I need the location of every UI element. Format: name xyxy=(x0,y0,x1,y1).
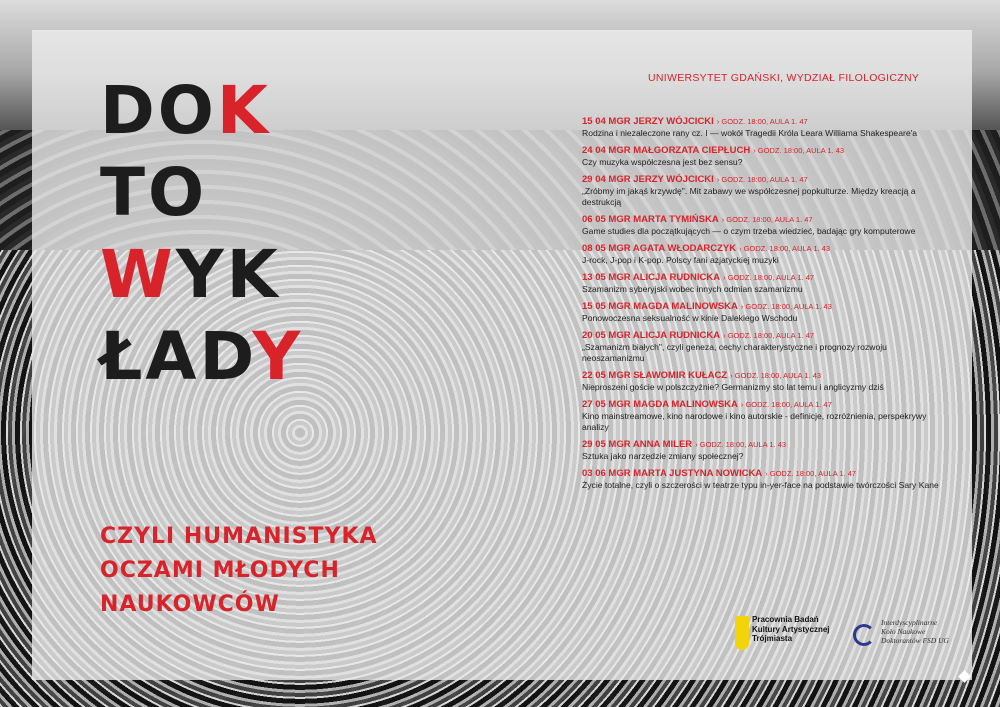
event-header xyxy=(582,439,950,451)
university-name: UNIWERSYTET GDAŃSKI, WYDZIAŁ FILOLOGICZNY xyxy=(648,72,920,84)
logo-text-line: Doktorantów FSD UG xyxy=(881,636,949,645)
event-title: Nieproszeni goście w polszczyźnie? Germanizmy sto lat temu i anglicyzmy dziś xyxy=(582,382,884,392)
event-date-speaker: 27 05 MGR MAGDA MALINOWSKA xyxy=(582,399,738,410)
event-item xyxy=(582,370,950,393)
title-line-2 xyxy=(100,152,303,234)
event-time-room: › GODZ. 18:00, AULA 1. 43 xyxy=(753,146,845,155)
ring-icon xyxy=(853,624,875,646)
event-title: Rodzina i niezaleczone rany cz. I — wokół Tragedii Króla Leara Williama Shakespeare'a xyxy=(582,128,918,138)
title-line-1 xyxy=(100,70,303,152)
poster-subtitle xyxy=(100,520,378,622)
event-header xyxy=(582,243,950,255)
subtitle-line: OCZAMI MŁODYCH xyxy=(100,558,340,583)
event-item xyxy=(582,214,950,237)
logo-text-line: Koło Naukowe xyxy=(881,627,926,636)
event-title: „Szamanizm białych", czyli geneza, cechy charakterystyczne i prognozy rozwoju neoszamanizmu xyxy=(582,342,887,363)
title-accent: Y xyxy=(252,318,304,395)
event-date-speaker: 06 05 MGR MARTA TYMIŃSKA xyxy=(582,214,719,225)
title-text: DO xyxy=(100,72,217,149)
title-text: TO xyxy=(100,154,208,231)
event-time-room: › GODZ. 18:00, AULA 1. 47 xyxy=(721,215,813,224)
event-header xyxy=(582,399,950,411)
event-header xyxy=(582,330,950,342)
event-date-speaker: 03 06 MGR MARTA JUSTYNA NOWICKA xyxy=(582,468,763,479)
event-header xyxy=(582,116,950,128)
event-header xyxy=(582,301,950,313)
event-item xyxy=(582,174,950,208)
event-schedule xyxy=(582,116,950,497)
event-title: Sztuka jako narzędzie zmiany społecznej? xyxy=(582,451,744,461)
logos xyxy=(735,612,965,664)
event-header xyxy=(582,370,950,382)
event-title: Game studies dla początkujących — o czym trzeba wiedzieć, badając gry komputerowe xyxy=(582,226,916,236)
event-time-room: › GODZ. 18:00, AULA 1. 43 xyxy=(695,440,787,449)
event-item xyxy=(582,399,950,433)
pracownia-logo xyxy=(735,612,845,664)
kolo-logo-text xyxy=(881,618,949,645)
event-header xyxy=(582,468,950,480)
event-item xyxy=(582,116,950,139)
event-title: Kino mainstreamowe, kino narodowe i kino autorskie - definicje, rozróżnienia, perspekrywy analizy xyxy=(582,411,927,432)
event-time-room: › GODZ. 18:00, AULA 1. 47 xyxy=(740,400,832,409)
event-date-speaker: 29 05 MGR ANNA MILER xyxy=(582,439,693,450)
event-item xyxy=(582,468,950,491)
event-date-speaker: 08 05 MGR AGATA WŁODARCZYK xyxy=(582,243,737,254)
event-date-speaker: 22 05 MGR SŁAWOMIR KUŁACZ xyxy=(582,370,728,381)
event-date-speaker: 29 04 MGR JERZY WÓJCICKI xyxy=(582,174,714,185)
event-time-room: › GODZ. 18:00, AULA 1. 43 xyxy=(730,371,822,380)
event-time-room: › GODZ. 18:00, AULA 1. 47 xyxy=(716,175,808,184)
event-title: Ponowoczesna seksualność w kinie Dalekiego Wschodu xyxy=(582,313,798,323)
event-item xyxy=(582,243,950,266)
event-time-room: › GODZ. 18:00, AULA 1. 43 xyxy=(740,302,832,311)
event-date-speaker: 13 05 MGR ALICJA RUDNICKA xyxy=(582,272,721,283)
event-date-speaker: 15 04 MGR JERZY WÓJCICKI xyxy=(582,116,714,127)
event-time-room: › GODZ. 18:00, AULA 1. 47 xyxy=(765,469,857,478)
logo-text-line: Kultury Artystycznej xyxy=(752,624,830,634)
title-text: YK xyxy=(175,236,281,313)
event-time-room: › GODZ. 18:00, AULA 1. 47 xyxy=(723,331,815,340)
poster-title xyxy=(100,70,303,398)
event-header xyxy=(582,174,950,186)
event-item xyxy=(582,301,950,324)
pracownia-logo-text xyxy=(752,615,830,644)
title-accent: W xyxy=(100,236,176,313)
event-item xyxy=(582,330,950,364)
event-time-room: › GODZ. 18:00, AULA 1. 47 xyxy=(716,117,808,126)
event-date-speaker: 15 05 MGR MAGDA MALINOWSKA xyxy=(582,301,738,312)
logo-text-line: Interdyscyplinarne xyxy=(881,618,938,627)
event-title: Życie totalne, czyli o szczerości w teatrze typu in-yer-face na podstawie twórczości Sary Kane xyxy=(582,480,939,490)
event-title: J-rock, J-pop i K-pop. Polscy fani azjatyckiej muzyki xyxy=(582,255,779,265)
event-date-speaker: 24 04 MGR MAŁGORZATA CIEPŁUCH xyxy=(582,145,751,156)
event-header xyxy=(582,214,950,226)
event-item xyxy=(582,145,950,168)
event-title: Czy muzyka współczesna jest bez sensu? xyxy=(582,157,743,167)
title-line-3 xyxy=(100,234,303,316)
subtitle-line: CZYLI HUMANISTYKA xyxy=(100,524,378,549)
event-date-speaker: 20 05 MGR ALICJA RUDNICKA xyxy=(582,330,721,341)
event-header xyxy=(582,145,950,157)
subtitle-line: NAUKOWCÓW xyxy=(100,592,280,617)
title-line-4 xyxy=(100,316,303,398)
event-time-room: › GODZ. 18:00, AULA 1. 47 xyxy=(723,273,815,282)
event-time-room: › GODZ. 18:00, AULA 1. 43 xyxy=(739,244,831,253)
kolo-naukowe-logo xyxy=(853,614,965,664)
logo-text-line: Trójmiasta xyxy=(752,634,793,643)
event-title: Szamanizm syberyjski wobec innych odmian szamanizmu xyxy=(582,284,803,294)
title-accent: K xyxy=(216,72,272,149)
event-item xyxy=(582,272,950,295)
event-header xyxy=(582,272,950,284)
title-text: ŁAD xyxy=(100,318,253,395)
logo-text-line: Pracownia Badań xyxy=(752,615,819,624)
event-title: „Zróbmy im jakąś krzywdę". Mit zabawy we współczesnej popkulturze. Między kreacją a destrukcją xyxy=(582,186,916,207)
yellow-mark-icon xyxy=(735,616,749,650)
event-item xyxy=(582,439,950,462)
